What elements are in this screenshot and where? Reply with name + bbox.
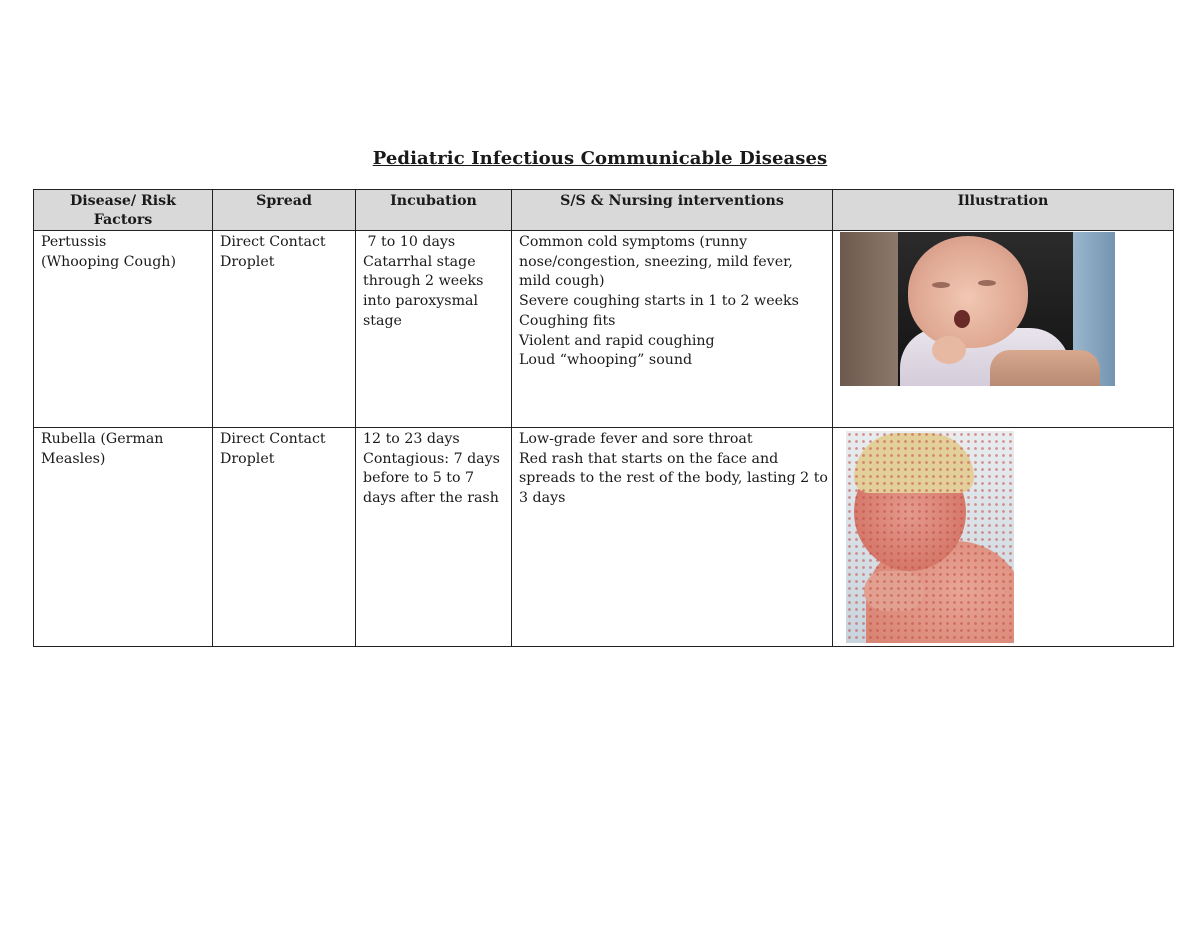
text-line: Contagious: 7 days [363, 450, 500, 467]
table-header-row [34, 190, 1174, 231]
text-line: nose/congestion, sneezing, mild fever, [519, 253, 793, 270]
text-line: Direct Contact [220, 431, 326, 447]
header-disease: Disease/ Risk Factors [34, 190, 213, 231]
text-line: Droplet [220, 253, 275, 270]
text-line: Pertussis [41, 234, 107, 250]
text-line: Droplet [220, 450, 275, 467]
header-spread: Spread [213, 190, 356, 231]
photo-adult-torso [840, 232, 898, 386]
text-line: through 2 weeks [363, 273, 484, 290]
text-line: 7 to 10 days [363, 234, 456, 250]
text-line: into paroxysmal [363, 293, 479, 310]
text-line: 12 to 23 days [363, 431, 460, 447]
text-line: Rubella (German [41, 431, 164, 447]
text-line: mild cough) [519, 273, 605, 290]
text-line: days after the rash [363, 490, 499, 507]
cell-incubation [356, 231, 512, 428]
rubella-photo [846, 431, 1014, 643]
photo-mouth [954, 310, 970, 328]
photo-eye [978, 280, 996, 286]
text-line: stage [363, 312, 402, 329]
text-line: Loud “whooping” sound [519, 352, 693, 369]
text-line: Direct Contact [220, 234, 326, 250]
text-line: Violent and rapid coughing [519, 332, 715, 349]
photo-adult-hand [990, 350, 1100, 386]
cell-illustration [833, 428, 1174, 647]
table-row-rubella [34, 428, 1174, 647]
text-line: Measles) [41, 450, 106, 467]
diseases-table [33, 189, 1174, 647]
table-row-pertussis [34, 231, 1174, 428]
photo-rash [846, 431, 1014, 643]
text-line: Low-grade fever and sore throat [519, 431, 753, 447]
cell-ss-nursing [512, 231, 833, 428]
photo-baby-head [908, 236, 1028, 348]
text-line: spreads to the rest of the body, lasting 2 to [519, 470, 828, 487]
cell-illustration [833, 231, 1174, 428]
text-line: before to 5 to 7 [363, 470, 475, 487]
text-line: 3 days [519, 490, 566, 507]
cell-disease [34, 428, 213, 647]
cell-spread [213, 428, 356, 647]
text-line: Common cold symptoms (runny [519, 234, 748, 250]
text-line: Severe coughing starts in 1 to 2 weeks [519, 293, 799, 310]
cell-spread [213, 231, 356, 428]
photo-eye [932, 282, 950, 288]
text-line: Coughing fits [519, 312, 616, 329]
text-line: Catarrhal stage [363, 253, 476, 270]
pertussis-photo [840, 232, 1115, 386]
header-illustration: Illustration [833, 190, 1174, 231]
photo-baby-hand [932, 336, 966, 364]
header-ss-nursing: S/S & Nursing interventions [512, 190, 833, 231]
cell-ss-nursing [512, 428, 833, 647]
text-line: (Whooping Cough) [41, 253, 176, 270]
text-line: Red rash that starts on the face and [519, 450, 779, 467]
cell-disease [34, 231, 213, 428]
header-incubation: Incubation [356, 190, 512, 231]
cell-incubation [356, 428, 512, 647]
page-title: Pediatric Infectious Communicable Diseases [372, 148, 828, 169]
